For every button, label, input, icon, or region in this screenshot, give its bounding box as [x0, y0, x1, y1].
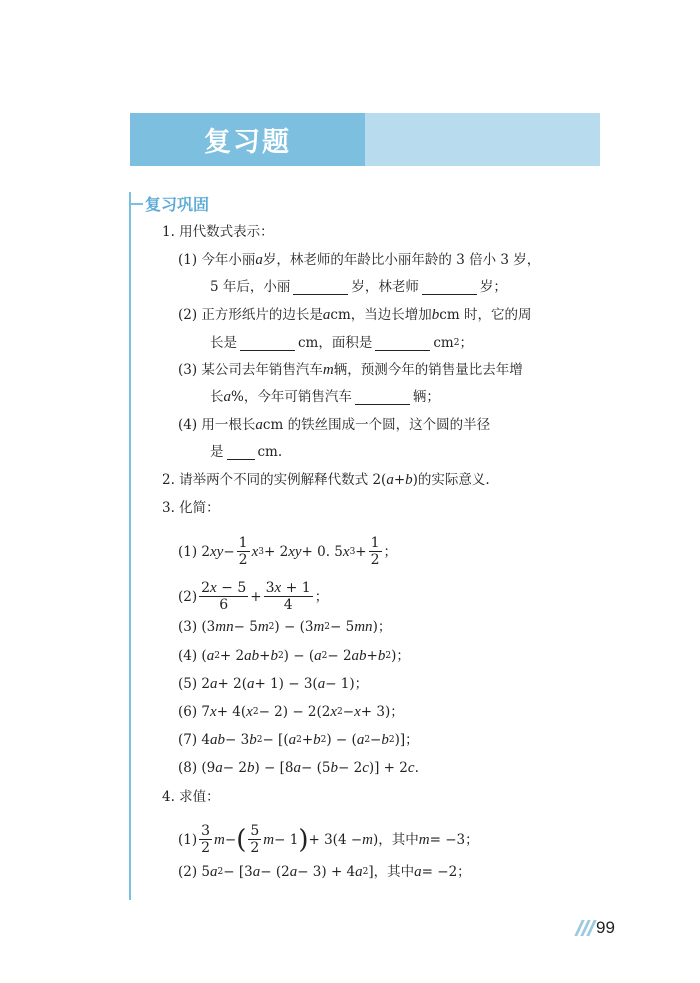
text-run: 是 — [210, 444, 224, 460]
math-variable: a — [223, 389, 231, 405]
text-run: cm，当边长增加 — [330, 307, 432, 323]
answer-blank — [355, 390, 410, 405]
text-run: 岁； — [479, 279, 507, 295]
exercise-line: (3) (3 mn − 5 m 2 ) − (3 m 2 − 5 mn )； — [178, 619, 392, 635]
text-run: (6) 7 — [178, 704, 211, 720]
title-banner-dark — [130, 113, 365, 166]
fraction — [237, 535, 250, 568]
text-run: 2 — [250, 840, 260, 856]
math-variable: xy — [288, 543, 302, 560]
section-tick — [129, 203, 143, 205]
math-variable: x — [210, 704, 217, 720]
exercise-line: (4) ( a 2 + 2 ab + b 2 ) − ( a 2 − 2 ab + b 2 )； — [178, 648, 410, 664]
denominator — [219, 597, 228, 613]
numerator — [199, 580, 248, 597]
text-run: − 2 — [337, 760, 363, 776]
exercise-line: (6) 7 x + 4( x 2 − 2) − 2(2 x 2 − x + 3)； — [178, 704, 404, 720]
text-run: 1. 用代数式表示： — [162, 224, 274, 240]
text-run: ]，其中 — [368, 864, 415, 880]
text-run: − 2 — [222, 760, 247, 776]
text-run: cm 的铁丝围成一个圆，这个圆的半径 — [262, 417, 491, 433]
text-run: + — [355, 543, 367, 560]
math-variable: a — [210, 676, 218, 692]
text-run: − (5 — [301, 760, 331, 776]
fraction — [248, 823, 261, 856]
math-variable: b — [249, 732, 257, 748]
math-variable: a — [289, 864, 298, 880]
math-variable: b — [405, 472, 413, 488]
text-run: − [3 — [223, 864, 253, 880]
exercise-line — [162, 222, 274, 242]
text-run: − 1)； — [325, 676, 369, 692]
math-variable: ab — [351, 648, 367, 664]
text-run: − 2) − 2(2 — [258, 704, 331, 720]
page-title: 复习题 — [204, 127, 291, 158]
math-variable: a — [317, 676, 326, 692]
text-run: + 2( — [217, 676, 247, 692]
text-run: − — [370, 732, 382, 748]
math-variable: m — [313, 619, 325, 635]
exercise-line — [178, 758, 419, 778]
numerator — [369, 535, 382, 552]
text-run: (4) 用一根长 — [178, 417, 256, 433]
exercise-line: 长是 cm，面积是 cm 2 ； — [210, 335, 473, 351]
text-run: − 5 — [216, 580, 247, 596]
denominator — [201, 840, 210, 856]
math-variable: m — [263, 831, 275, 848]
text-run: + — [250, 588, 262, 605]
text-run: 长是 — [210, 335, 237, 351]
exercise-line — [178, 674, 368, 694]
text-run: 1 — [370, 535, 380, 551]
text-run: (2) — [178, 588, 198, 605]
denominator — [284, 597, 293, 613]
text-run: (2) 5 — [178, 864, 211, 880]
exercise-line — [178, 305, 531, 325]
text-run: ) − (3 — [274, 619, 314, 635]
math-variable: x — [342, 543, 350, 560]
text-run: cm. — [257, 444, 283, 460]
text-run: 1 — [238, 535, 248, 551]
text-run: + 3)； — [360, 704, 404, 720]
text-run: 5 年后，小丽 — [210, 279, 291, 295]
big-paren: ) — [298, 824, 309, 855]
numerator — [248, 823, 261, 840]
text-run: − 5 — [330, 619, 355, 635]
math-variable: ab — [244, 648, 260, 664]
text-run: ； — [383, 543, 398, 560]
math-variable: ab — [210, 732, 226, 748]
text-run: + 0. 5 — [301, 543, 343, 560]
math-variable: a — [246, 676, 255, 692]
page-number: 99 — [596, 918, 615, 937]
answer-blank — [240, 336, 295, 351]
text-run: cm，面积是 — [298, 335, 373, 351]
math-variable: c — [362, 760, 369, 776]
text-run: ) − [8 — [254, 760, 294, 776]
text-run: − 1 — [274, 831, 299, 848]
text-run: 辆； — [412, 389, 440, 405]
text-run: )； — [391, 648, 410, 664]
text-run: (7) 4 — [178, 732, 211, 748]
text-run: − 2 — [327, 648, 352, 664]
text-run: )的实际意义. — [412, 472, 490, 488]
exercise-line — [178, 360, 523, 380]
math-variable: b — [377, 648, 386, 664]
text-run: 5 — [250, 823, 260, 839]
text-run: 4. 求值： — [162, 789, 220, 805]
math-variable: a — [314, 648, 322, 664]
math-variable: a — [322, 307, 331, 323]
math-variable: x — [354, 704, 361, 720]
text-run: 岁，林老师 — [351, 279, 419, 295]
text-run: ； — [459, 335, 473, 351]
exercise-line — [178, 415, 490, 435]
text-run: cm — [433, 335, 454, 351]
text-run: (1) — [178, 831, 198, 848]
text-run: 2. 请举两个不同的实例解释代数式 2( — [162, 472, 387, 488]
exercise-line: (7) 4 ab − 3 b 2 − [( a 2 + b 2 ) − ( a 2 − b 2 )]； — [178, 732, 419, 748]
text-run: + — [301, 732, 314, 748]
text-run: − — [342, 704, 355, 720]
text-run: 6 — [219, 597, 229, 613]
math-variable: a — [215, 760, 223, 776]
math-variable: a — [255, 417, 263, 433]
text-run: )] + 2 — [368, 760, 408, 776]
text-run: )； — [372, 619, 392, 635]
text-run: ； — [314, 588, 329, 605]
math-variable: b — [270, 648, 278, 664]
text-run: + — [366, 648, 378, 664]
big-paren: ( — [236, 824, 247, 855]
math-variable: a — [386, 472, 394, 488]
math-variable: a — [255, 252, 263, 268]
text-run: (4) ( — [178, 648, 207, 664]
math-variable: x — [274, 580, 282, 596]
text-run: (1) 2 — [178, 543, 211, 560]
text-run: − 3 — [225, 732, 250, 748]
text-run: + 1) − 3( — [254, 676, 318, 692]
answer-blank — [227, 445, 255, 460]
answer-blank — [293, 280, 348, 295]
fraction — [199, 823, 212, 856]
math-variable: a — [356, 732, 365, 748]
math-variable: a — [355, 864, 363, 880]
text-run: 2 — [201, 840, 211, 856]
math-variable: x — [330, 704, 338, 720]
denominator — [239, 552, 248, 568]
text-run: − 5 — [233, 619, 258, 635]
math-variable: a — [414, 864, 422, 880]
text-run: + — [393, 472, 406, 488]
math-variable: b — [431, 307, 440, 323]
exercise-line — [162, 470, 490, 490]
text-run: 长 — [210, 389, 224, 405]
answer-blank — [375, 336, 430, 351]
text-run: . — [414, 760, 419, 776]
math-variable: m — [214, 831, 225, 848]
text-run: 2 — [370, 552, 380, 568]
numerator — [237, 535, 250, 552]
math-variable: b — [246, 760, 255, 776]
exercise-line: (2) 5 a 2 − [3 a − (2 a − 3) + 4 a 2 ]，其中 a = −2； — [178, 864, 471, 880]
math-variable: a — [252, 864, 261, 880]
text-run: + 2 — [263, 543, 289, 560]
math-variable: m — [418, 831, 430, 848]
exercise-line — [210, 442, 282, 462]
math-variable: mn — [354, 619, 373, 635]
text-run: = −2； — [421, 864, 471, 880]
text-run: (5) 2 — [178, 676, 211, 692]
text-run: − 3) + 4 — [297, 864, 356, 880]
math-variable: x — [210, 580, 217, 596]
text-run: 2 — [201, 580, 211, 596]
text-run: + 2 — [219, 648, 245, 664]
denominator — [371, 552, 380, 568]
text-run: − [( — [262, 732, 289, 748]
text-run: 3 — [265, 580, 275, 596]
math-variable: xy — [210, 543, 224, 560]
math-variable: m — [257, 619, 269, 635]
text-run: (3) 某公司去年销售汽车 — [178, 362, 323, 378]
math-variable: a — [288, 732, 297, 748]
exercise-line — [178, 823, 479, 856]
exercise-line — [210, 387, 440, 407]
numerator — [264, 580, 313, 597]
math-variable: m — [362, 831, 373, 848]
exercise-line: (1) 2 xy − $\frac{1}{2}$ x 3 + 2 xy + 0. 5 x 3 + $\frac{1}{2}$ ； — [178, 535, 398, 568]
section-heading: 复习巩固 — [145, 195, 210, 214]
text-run: (1) 今年小丽 — [178, 252, 256, 268]
fraction — [199, 580, 248, 613]
text-run: 3. 化简： — [162, 500, 220, 516]
text-run: ) − ( — [326, 732, 357, 748]
math-variable: b — [313, 732, 321, 748]
math-variable: x — [251, 543, 259, 560]
text-run: − — [224, 831, 237, 848]
numerator — [199, 823, 212, 840]
fraction — [369, 535, 382, 568]
answer-blank — [422, 280, 477, 295]
text-run: − — [223, 543, 235, 560]
text-run: (3) (3 — [178, 619, 216, 635]
text-run: 岁，林老师的年龄比小丽年龄的 3 倍小 3 岁， — [262, 252, 541, 268]
text-run: 2 — [238, 552, 248, 568]
denominator — [250, 840, 259, 856]
text-run: cm 时，它的周 — [439, 307, 532, 323]
page-number-block — [578, 918, 615, 938]
math-variable: b — [330, 760, 338, 776]
text-run: 辆，预测今年的销售量比去年增 — [333, 362, 523, 378]
text-run: 4 — [283, 597, 293, 613]
exercise-line — [178, 250, 540, 270]
math-variable: x — [246, 704, 253, 720]
math-variable: mn — [215, 619, 234, 635]
math-variable: m — [322, 362, 334, 378]
text-run: )]； — [394, 732, 419, 748]
text-run: + — [259, 648, 271, 664]
exercise-line — [178, 580, 328, 613]
text-run: + 1 — [281, 580, 311, 596]
text-run: ) − ( — [283, 648, 315, 664]
math-variable: b — [381, 732, 389, 748]
text-run: − (2 — [260, 864, 290, 880]
text-run: + 4( — [216, 704, 247, 720]
text-run: %，今年可销售汽车 — [231, 389, 352, 405]
text-run: )，其中 — [372, 831, 419, 848]
math-variable: a — [206, 648, 215, 664]
math-variable: a — [210, 864, 218, 880]
exercise-line — [162, 787, 220, 807]
text-run: (2) 正方形纸片的边长是 — [178, 307, 323, 323]
fraction — [264, 580, 313, 613]
text-run: (8) (9 — [178, 760, 216, 776]
title-banner — [130, 113, 600, 166]
exercise-line — [210, 277, 507, 297]
stripes-decoration-icon — [578, 920, 593, 936]
text-run: = −3； — [429, 831, 479, 848]
text-run: + 3(4 − — [308, 831, 363, 848]
section-rule — [129, 192, 131, 900]
math-variable: c — [407, 760, 415, 776]
exercise-line — [162, 498, 220, 518]
math-variable: a — [293, 760, 302, 776]
text-run: 3 — [201, 823, 211, 839]
